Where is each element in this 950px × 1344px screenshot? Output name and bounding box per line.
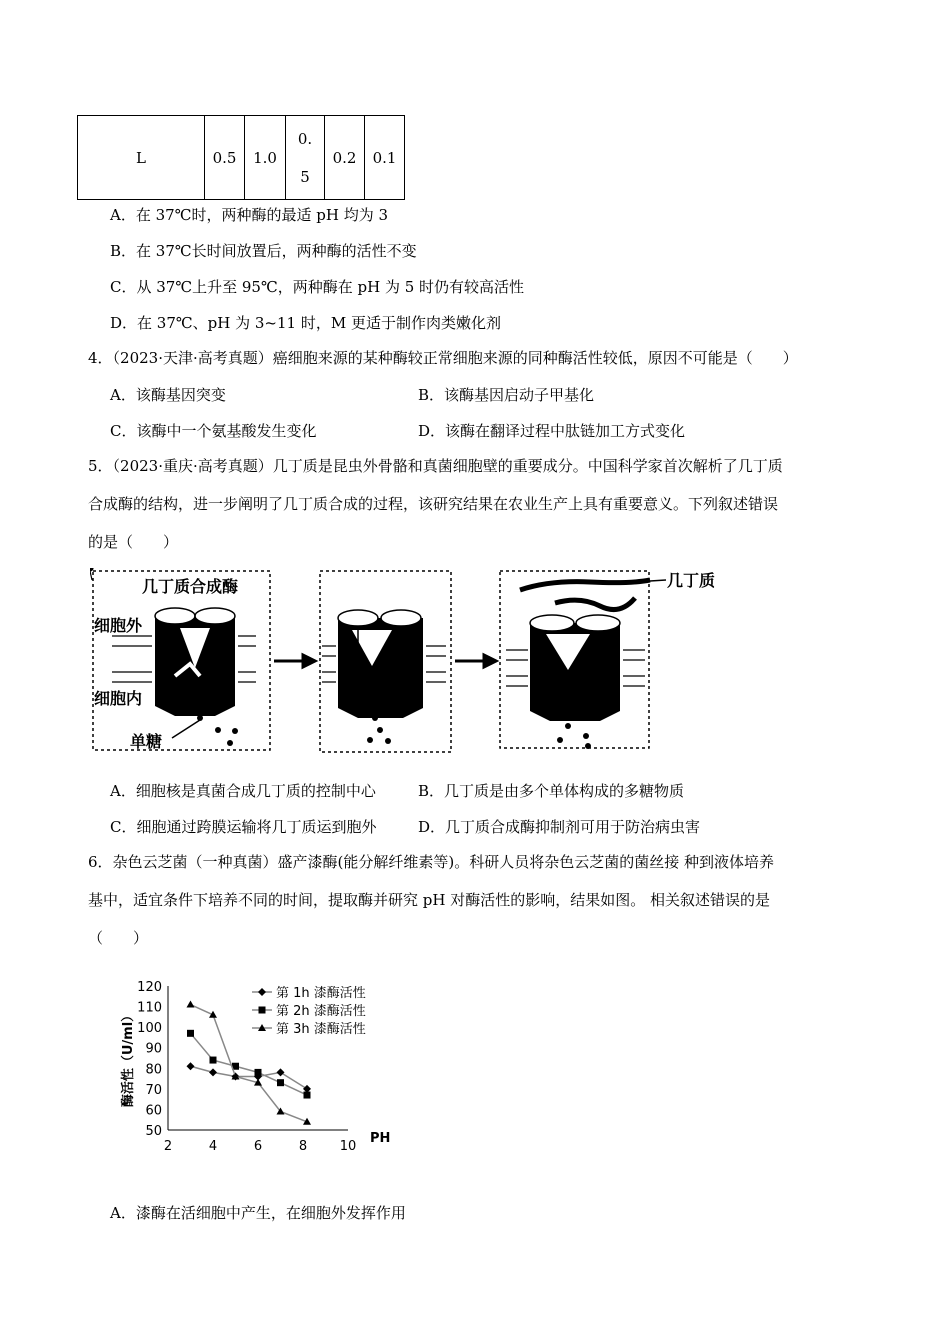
q6-stem-line-1: 6．杂色云芝菌（一种真菌）盛产漆酶(能分解纤维素等)。科研人员将杂色云芝菌的菌丝接 种到液体培养 xyxy=(88,853,775,871)
table-cell xyxy=(286,116,325,200)
table-row-label: L xyxy=(78,116,205,200)
legend-marker xyxy=(259,1007,266,1014)
data-point-series-2 xyxy=(255,1069,262,1076)
legend-label: 第 2h 漆酶活性 xyxy=(276,1004,366,1019)
x-tick-label: 4 xyxy=(208,1139,218,1154)
q6-stem-line-3: （ ） xyxy=(88,929,149,947)
q4-option-b: B．该酶基因启动子甲基化 xyxy=(418,386,595,404)
x-tick-label: 2 xyxy=(163,1139,173,1154)
enzyme-panel-1 xyxy=(155,608,235,721)
q4-option-d: D．该酶在翻译过程中肽链加工方式变化 xyxy=(418,422,686,440)
arrow-1-head xyxy=(303,655,315,667)
q4-option-c: C．该酶中一个氨基酸发生变化 xyxy=(110,422,317,440)
q5-option-c: C．细胞通过跨膜运输将几丁质运到胞外 xyxy=(110,818,377,836)
chitin-synthesis-diagram xyxy=(90,568,750,758)
y-axis-label: 酶活性（U/ml） xyxy=(121,1008,136,1108)
q5-stem-line-2: 合成酶的结构，进一步阐明了几丁质合成的过程，该研究结果在农业生产上具有重要意义。下列叙述错误 xyxy=(88,495,779,513)
y-tick-label: 120 xyxy=(137,980,162,995)
legend-label: 第 1h 漆酶活性 xyxy=(276,986,366,1001)
q3-option-a: A．在 37℃时，两种酶的最适 pH 均为 3 xyxy=(110,206,388,224)
label-chitin: 几丁质 xyxy=(667,571,716,590)
y-tick-label: 90 xyxy=(145,1041,162,1057)
monosaccharide-dot xyxy=(232,728,238,734)
table-cell: 1.0 xyxy=(245,116,286,200)
x-tick-label: 8 xyxy=(298,1139,308,1154)
monosaccharide-dot xyxy=(227,740,233,746)
legend-label: 第 3h 漆酶活性 xyxy=(276,1022,366,1037)
x-tick-label: 6 xyxy=(253,1139,263,1154)
monosaccharide-dot xyxy=(215,727,221,733)
arrow-2-head xyxy=(484,655,496,667)
y-tick-label: 50 xyxy=(145,1124,162,1139)
label-outside: 细胞外 xyxy=(94,616,143,635)
table-cell-part: 0. xyxy=(297,129,313,148)
q5-option-d: D．几丁质合成酶抑制剂可用于防治病虫害 xyxy=(418,818,701,836)
y-tick-label: 60 xyxy=(145,1103,162,1119)
q4-option-a: A．该酶基因突变 xyxy=(110,386,226,404)
table-cell: 0.1 xyxy=(365,116,405,200)
q3-option-d: D．在 37℃、pH 为 3~11 时，M 更适于制作肉类嫩化剂 xyxy=(110,314,501,332)
table-cell: 0.2 xyxy=(325,116,365,200)
y-tick-label: 100 xyxy=(137,1021,162,1037)
legend-marker xyxy=(258,988,266,996)
q5-option-b: B．几丁质是由多个单体构成的多糖物质 xyxy=(418,782,685,800)
q4-stem: 4．（2023·天津·高考真题）癌细胞来源的某种酶较正常细胞来源的同种酶活性较低，原因不可能是（ ） xyxy=(88,349,798,367)
q5-option-a: A．细胞核是真菌合成几丁质的控制中心 xyxy=(110,782,376,800)
data-point-series-1 xyxy=(209,1068,217,1076)
chitin-chain xyxy=(520,580,650,610)
enzyme-panel-3 xyxy=(530,615,620,749)
label-inside: 细胞内 xyxy=(94,689,143,708)
data-point-series-2 xyxy=(187,1030,194,1037)
table-cell-part: 5 xyxy=(300,167,310,186)
q3-option-b: B．在 37℃长时间放置后，两种酶的活性不变 xyxy=(110,242,417,260)
data-point-series-3 xyxy=(187,1001,195,1008)
label-enzyme: 几丁质合成酶 xyxy=(142,577,239,596)
data-point-series-1 xyxy=(187,1062,195,1070)
data-table-fragment xyxy=(77,115,405,200)
q5-stem-line-3: 的是（ ） xyxy=(88,533,179,551)
data-point-series-1 xyxy=(277,1068,285,1076)
data-point-series-2 xyxy=(210,1057,217,1064)
pointer-monosaccharide xyxy=(172,720,200,738)
data-point-series-2 xyxy=(277,1079,284,1086)
series-line-2 xyxy=(191,1033,308,1095)
table-cell: 0.5 xyxy=(205,116,245,200)
label-monosaccharide: 单糖 xyxy=(130,732,163,751)
enzyme-panel-2 xyxy=(338,610,423,744)
x-axis-label: PH xyxy=(370,1131,391,1146)
pointer-chitin xyxy=(650,580,666,581)
x-tick-label: 10 xyxy=(339,1139,357,1154)
y-tick-label: 70 xyxy=(145,1082,162,1098)
y-tick-label: 80 xyxy=(145,1062,162,1078)
data-point-series-2 xyxy=(304,1092,311,1099)
laccase-activity-chart xyxy=(110,970,410,1170)
q3-option-c: C．从 37℃上升至 95℃，两种酶在 pH 为 5 时仍有较高活性 xyxy=(110,278,525,296)
q6-stem-line-2: 基中，适宜条件下培养不同的时间，提取酶并研究 pH 对酶活性的影响，结果如图。 相关叙述错误的是 xyxy=(88,891,770,909)
q5-stem-line-1: 5．（2023·重庆·高考真题）几丁质是昆虫外骨骼和真菌细胞壁的重要成分。中国科学家首次解析了几丁质 xyxy=(88,457,783,475)
y-tick-label: 110 xyxy=(137,1000,162,1016)
q6-option-a: A．漆酶在活细胞中产生，在细胞外发挥作用 xyxy=(110,1204,406,1222)
